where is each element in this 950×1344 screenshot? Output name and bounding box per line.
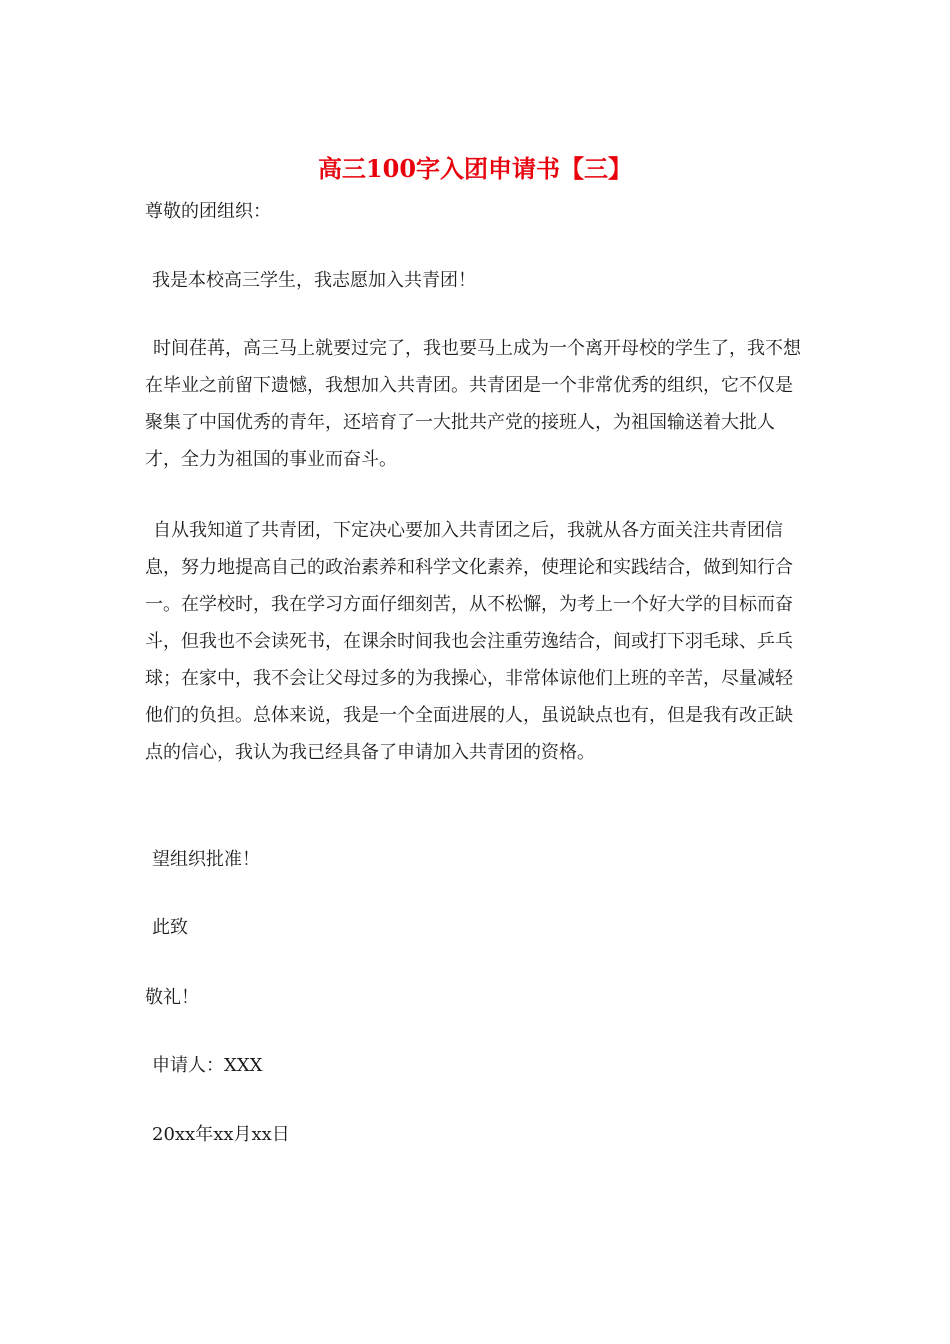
application-date: 20xx年xx月xx日 xyxy=(152,1124,290,1145)
paragraph-actions: 自从我知道了共青团，下定决心要加入共青团之后，我就从各方面关注共青团信息，努力地提高自己的政治素养和科学文化素养，使理论和实践结合，做到知行合一。在学校时，我在学习方面仔细刻苦，从不松懈，为考上一个好大学的目标而奋斗，但我也不会读死书，在课余时间我也会注重劳逸结合，间或打下羽毛球、乒乓球；在家中，我不会让父母过多的为我操心，非常体谅他们上班的辛苦，尽量减轻他们的负担。总体来说，我是一个全面进展的人，虽说缺点也有，但是我有改正缺点的信心，我认为我已经具备了申请加入共青团的资格。 xyxy=(145,520,793,763)
applicant-signature: 申请人：XXX xyxy=(152,1055,263,1076)
salutation: 尊敬的团组织： xyxy=(145,201,271,222)
paragraph-motivation: 时间荏苒，高三马上就要过完了，我也要马上成为一个离开母校的学生了，我不想在毕业之前留下遗憾，我想加入共青团。共青团是一个非常优秀的组织，它不仅是聚集了中国优秀的青年，还培育了一大批共产党的接班人，为祖国输送着大批人才，全力为祖国的事业而奋斗。 xyxy=(145,338,801,470)
document-title: 高三100字入团申请书【三】 xyxy=(317,154,633,183)
closing-request: 望组织批准！ xyxy=(152,849,260,870)
closing-salute: 敬礼！ xyxy=(145,987,199,1008)
paragraph-intro: 我是本校高三学生，我志愿加入共青团！ xyxy=(152,270,476,291)
closing-phrase: 此致 xyxy=(152,917,188,938)
